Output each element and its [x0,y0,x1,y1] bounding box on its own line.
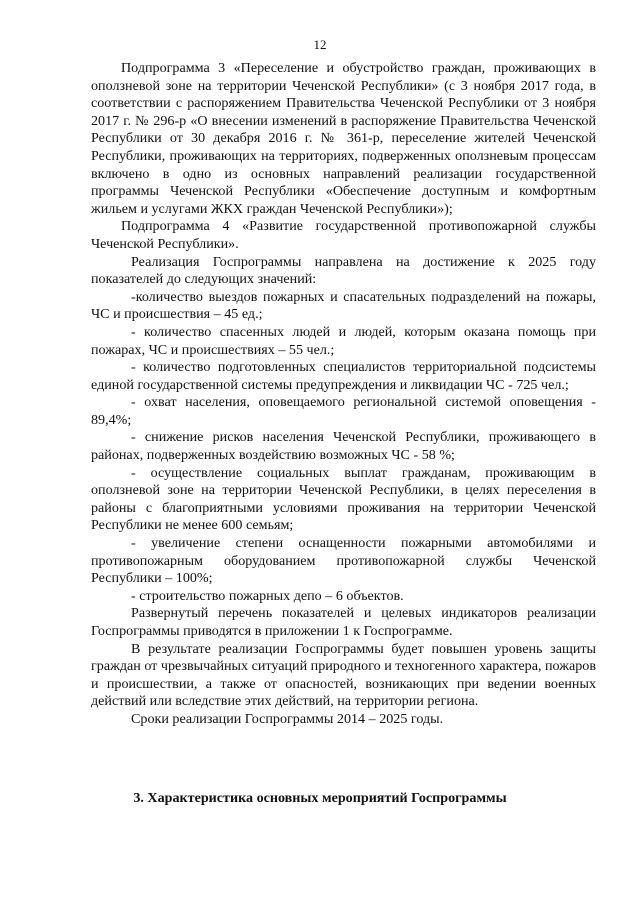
page-number: 12 [313,37,327,52]
list-item-risk-reduction: - снижение рисков населения Чеченской Республики, проживающего в районах, подверженных воздействию возможных ЧС - 58 %; [91,429,596,464]
section-heading: 3. Характеристика основных мероприятий Госпрограммы [133,790,507,806]
list-item-fire-depots: - строительство пожарных депо – 6 объектов. [131,587,404,604]
list-item-equipment: - увеличение степени оснащенности пожарными автомобилями и противопожарным оборудованием противопожарной службы Чеченской Республики – 100%; [91,535,596,587]
paragraph-timeframe: Сроки реализации Госпрограммы 2014 – 2025 годы. [131,710,444,727]
list-item-warning-coverage: - охват населения, оповещаемого региональной системой оповещения - 89,4%; [91,394,596,428]
list-item-trained-specialists: - количество подготовленных специалистов территориальной подсистемы единой государственной системы предупреждения и ликвидации ЧС - 725 чел.; [91,359,596,393]
list-item-social-payments: - осуществление социальных выплат гражданам, проживающим в оползневой зоне на территории Чеченской Республики, в целях переселения в районы с благоприятными условиями проживания на территории Чеченской Республики не менее 600 семьям; [91,464,596,534]
paragraph-subprogram-3: Подпрограмма 3 «Переселение и обустройство граждан, проживающих в оползневой зоне на территории Чеченской Республики» (с 3 ноября 2017 года, в соответствии с распоряжением Правительства Чеченской Республики от 3 ноября 2017 г. № 296-р «О внесении изменений в распоряжение Правительства Чеченской Республики от 30 декабря 2016 г. № 361-р, переселение жителей Чеченской Республики, проживающих на территориях, подверженных оползневым процессам включено в одно из основных направлений реализации государственной программы Чеченской Республики «Обеспечение доступным и комфортным жильем и услугами ЖКХ граждан Чеченской Республики»); [91,60,596,217]
list-item-rescued-people: - количество спасенных людей и людей, которым оказана помощь при пожарах, ЧС и происшествиях – 55 чел.; [91,323,596,358]
paragraph-targets-intro: Реализация Госпрограммы направлена на достижение к 2025 году показателей до следующих значений: [91,253,596,288]
paragraph-subprogram-4: Подпрограмма 4 «Развитие государственной противопожарной службы Чеченской Республики». [91,218,596,252]
paragraph-indicators: Развернутый перечень показателей и целевых индикаторов реализации Госпрограммы приводятся в приложении 1 к Госпрограмме. [91,605,596,639]
list-item-fire-departures: -количество выездов пожарных и спасательных подразделений на пожары, ЧС и происшествия – 45 ед.; [91,288,596,323]
paragraph-results: В результате реализации Госпрограммы будет повышен уровень защиты граждан от чрезвычайных ситуаций природного и техногенного характера, пожаров и происшествии, а также от опасностей, возникающих при ведении военных действий или вследствие этих действий, на территории региона. [91,640,596,710]
document-body [91,60,596,729]
